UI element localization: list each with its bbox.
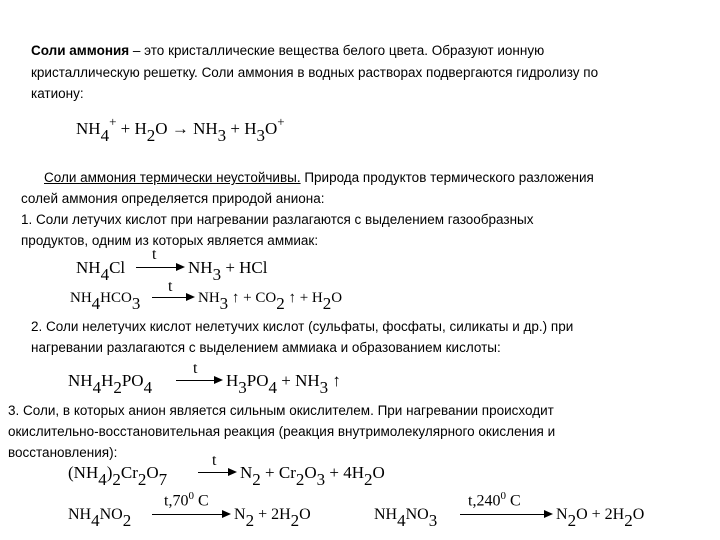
equation-nh4hco3-arrow [152,297,186,298]
equation-nh4cl-condition: t [152,246,157,263]
equation-nh4hco3-left: $NH_4HCO_3$ [70,290,141,313]
equation-nitrite-right: $N_2 + 2H_2O$ [234,506,311,530]
thermal-line-1 [44,167,594,188]
equation-nitrate-arrowhead [544,510,553,518]
intro-line-3: катиону: [31,86,84,101]
equation-nh4hco3-arrowhead [186,293,195,301]
thermal-line-4: продуктов, одним из которых является аммиак: [21,233,319,248]
eq-text: NH [193,119,218,138]
equation-dichromate-arrowhead [228,468,237,476]
oxidizer-line-3: восстановления): [8,445,118,460]
eq-charge: + [109,114,117,129]
equation-hydrolysis [76,114,285,145]
equation-nh4cl-right: $NH_3$ + HCl [188,258,268,284]
equation-phosphate-arrow [176,380,214,381]
equation-nh4cl-arrowhead [176,263,185,271]
equation-nitrate-condition: t,240$^0$ C [468,490,521,510]
nonvolatile-line-2: нагревании разлагаются с выделением аммиака и образованием кислоты: [31,340,501,355]
equation-nh4cl-arrow [136,267,176,268]
equation-nh4hco3-condition: t [168,278,173,295]
thermal-line-2: солей аммония определяется природой аниона: [21,191,325,206]
equation-nh4cl-left: $NH_4Cl$ [76,258,126,284]
equation-nitrate-right: $N_2O + 2H_2O$ [556,506,645,530]
equation-phosphate-left: $NH_4H_2PO_4$ [68,371,153,397]
equation-dichromate-condition: t [212,452,217,469]
thermal-underlined: Соли аммония термически неустойчивы. [44,170,301,185]
eq-charge: + [277,114,285,129]
eq-text: NH [76,119,101,138]
thermal-line-3: 1. Соли летучих кислот при нагревании разлагаются с выделением газообразных [21,212,534,227]
reaction-arrow: → [171,119,189,138]
gas-up-arrow: ↑ [332,371,341,390]
eq-text: + H [226,119,257,138]
eq-subscript: 2 [146,126,156,145]
equation-nitrate-left: $NH_4NO_3$ [374,506,438,530]
intro-bold-term: Соли аммония [31,43,130,58]
eq-text: O [265,119,278,138]
eq-subscript: 3 [217,126,227,145]
intro-line-1 [31,40,544,61]
equation-nitrite-arrowhead [222,510,231,518]
equation-nitrite-left: $NH_4NO_2$ [68,506,132,530]
thermal-line-1-text: Природа продуктов термического разложения [300,170,594,185]
equation-dichromate-right: $N_2 + Cr_2O_3 + 4H_2O$ [240,463,385,489]
intro-line-2: кристаллическую решетку. Соли аммония в водных растворах подвергаются гидролизу по [31,65,599,80]
equation-nitrite-arrow [152,514,222,515]
oxidizer-line-1: 3. Соли, в которых анион является сильным окислителем. При нагревании происходит [8,403,554,418]
eq-subscript: 3 [256,126,265,145]
equation-nitrate-arrow [460,514,544,515]
nonvolatile-line-1: 2. Соли нелетучих кислот нелетучих кислот (сульфаты, фосфаты, силикаты и др.) при [31,319,574,334]
gas-up-arrow: ↑ [288,290,296,306]
equation-nh4hco3-right: $NH_3$ ↑ + $CO_2$ ↑ + $H_2O$ [198,290,343,313]
equation-phosphate-condition: t [193,360,198,377]
eq-text: + H [116,119,147,138]
equation-phosphate-right: $H_3PO_4 + NH_3$ ↑ [226,371,341,397]
equation-phosphate-arrowhead [214,376,223,384]
eq-text: O [155,119,168,138]
gas-up-arrow: ↑ [231,290,240,306]
equation-dichromate-left: $(NH_4)_2Cr_2O_7$ [68,463,168,489]
equation-dichromate-arrow [198,472,228,473]
eq-subscript: 4 [100,126,110,145]
intro-line-1-text: – это кристаллические вещества белого цвета. Образуют ионную [129,43,545,58]
equation-nitrite-condition: $t,70^0$ C [164,490,209,510]
oxidizer-line-2: окислительно-восстановительная реакция (реакция внутримолекулярного окисления и [8,424,556,439]
